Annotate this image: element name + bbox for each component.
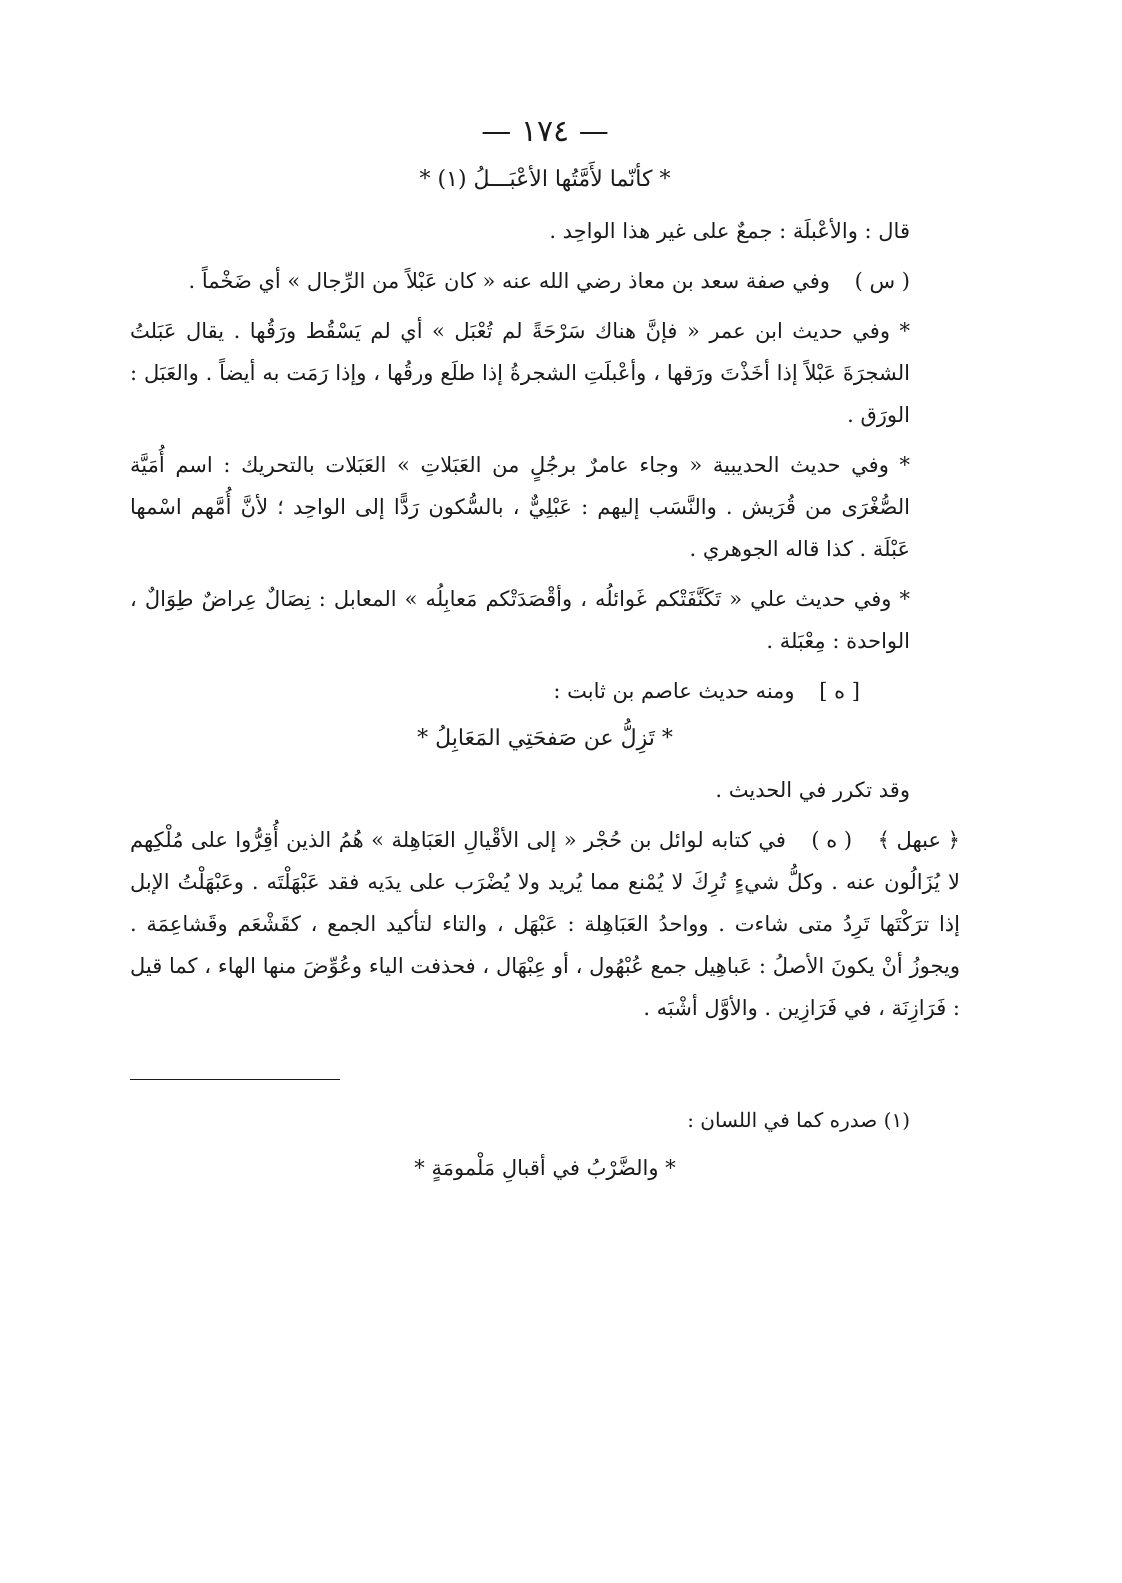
paragraph-text: * وفي حديث ابن عمر « فإنَّ هناك سَرْحَةً لم تُعْبَل » أي لم يَسْقُط ورَقُها . يقال عَبَلتُ الشجرَةَ عَبْلاً إذا أخَذْتَ ورَقها ، وأعْبلَتِ الشجرةُ إذا طلَع ورقُها ، وإذا رَمَت به أيضاً . والعَبَل : الورَق . [130,319,910,427]
paragraph-text: وفي صفة سعد بن معاذ رضي الله عنه « كان عَبْلاً من الرِّجال » أي ضَخْماً . [188,269,830,293]
source-marker: [ ه ] [819,679,860,703]
footnote-separator [130,1079,340,1080]
footnote-verse: * والضَّرْبُ في أقبالِ مَلْمومَةٍ * [414,1156,676,1180]
paragraph-text: قال : والأعْبلَة : جمعٌ على غير هذا الواحِد . [549,219,910,243]
paragraph-4 [130,444,960,570]
paragraph-3 [130,310,960,436]
entry-paragraph [130,819,960,1029]
paragraph-6 [130,670,960,712]
entry-headword: ﴿ عبهل ﴾ [877,828,960,852]
paragraph-2 [130,260,960,302]
entry-text: في كتابه لوائل بن حُجْر « إلى الأقْيالِ العَبَاهِلة » هُمُ الذين أُقِرُّوا على مُلْكِهم لا يُزَالُون عنه . وكلُّ شيءٍ تُرِكَ لا يُمْنع مما يُريد ولا يُضْرَب على يدَيه فقد عَبْهَلْتَه . وعَبْهَلْتُ الإبل إذا ترَكْتَها تَرِدُ متى شاءت . وواحدُ العَبَاهِلة : عَبْهَل ، والتاء لتأكيد الجمع ، كقَشْعَم وقَشاعِمَة . ويجوزُ أنْ يكونَ الأصلُ : عَباهِيل جمع عُبْهُول ، أو عِبْهَال ، فحذفت الياء وعُوِّضَ منها الهاء ، كما قيل : فَرَازِنَة ، في فَرَازِين . والأوَّل أشْبَه . [130,828,960,1020]
opening-verse: * كأنّما لأَمَّتُها الأعْبَـــلُ (١) * [419,167,671,192]
paragraph-text: * وفي حديث الحديبية « وجاء عامرٌ برجُلٍ من العَبَلاتِ » العَبَلات بالتحريك : اسم أُمَيَّة الصُّغْرَى من قُرَيش . والنَّسَب إليهم : عَبْلِيٌّ ، بالسُّكون رَدًّا إلى الواحِد ؛ لأنَّ أُمَّهم اسْمها عَبْلَة . كذا قاله الجوهري . [130,453,910,561]
page-number: — ١٧٤ — [481,114,609,149]
paragraph-text: * وفي حديث علي « تَكَنَّفَتْكم غَوائلُه ، وأقْصَدَتْكم مَعابِلُه » المعابل : نِصَالٌ عِراضٌ طِوَالٌ ، الواحدة : مِعْبَلة . [130,587,910,653]
paragraph-5 [130,578,960,662]
middle-verse: * تَزِلُّ عن صَفحَتِي المَعَابِلُ * [417,726,673,751]
footnote-text: (١) صدره كما في اللسان : [687,1108,910,1132]
document-page [130,100,960,1180]
footnote-separator-wrap [130,1079,960,1080]
closing-line: وقد تكرر في الحديث . [715,778,910,802]
paragraph-1 [130,210,960,252]
paragraph-text: ومنه حديث عاصم بن ثابت : [553,679,795,703]
source-marker: ( ه ) [811,828,853,852]
source-marker: ( س ) [854,269,910,293]
